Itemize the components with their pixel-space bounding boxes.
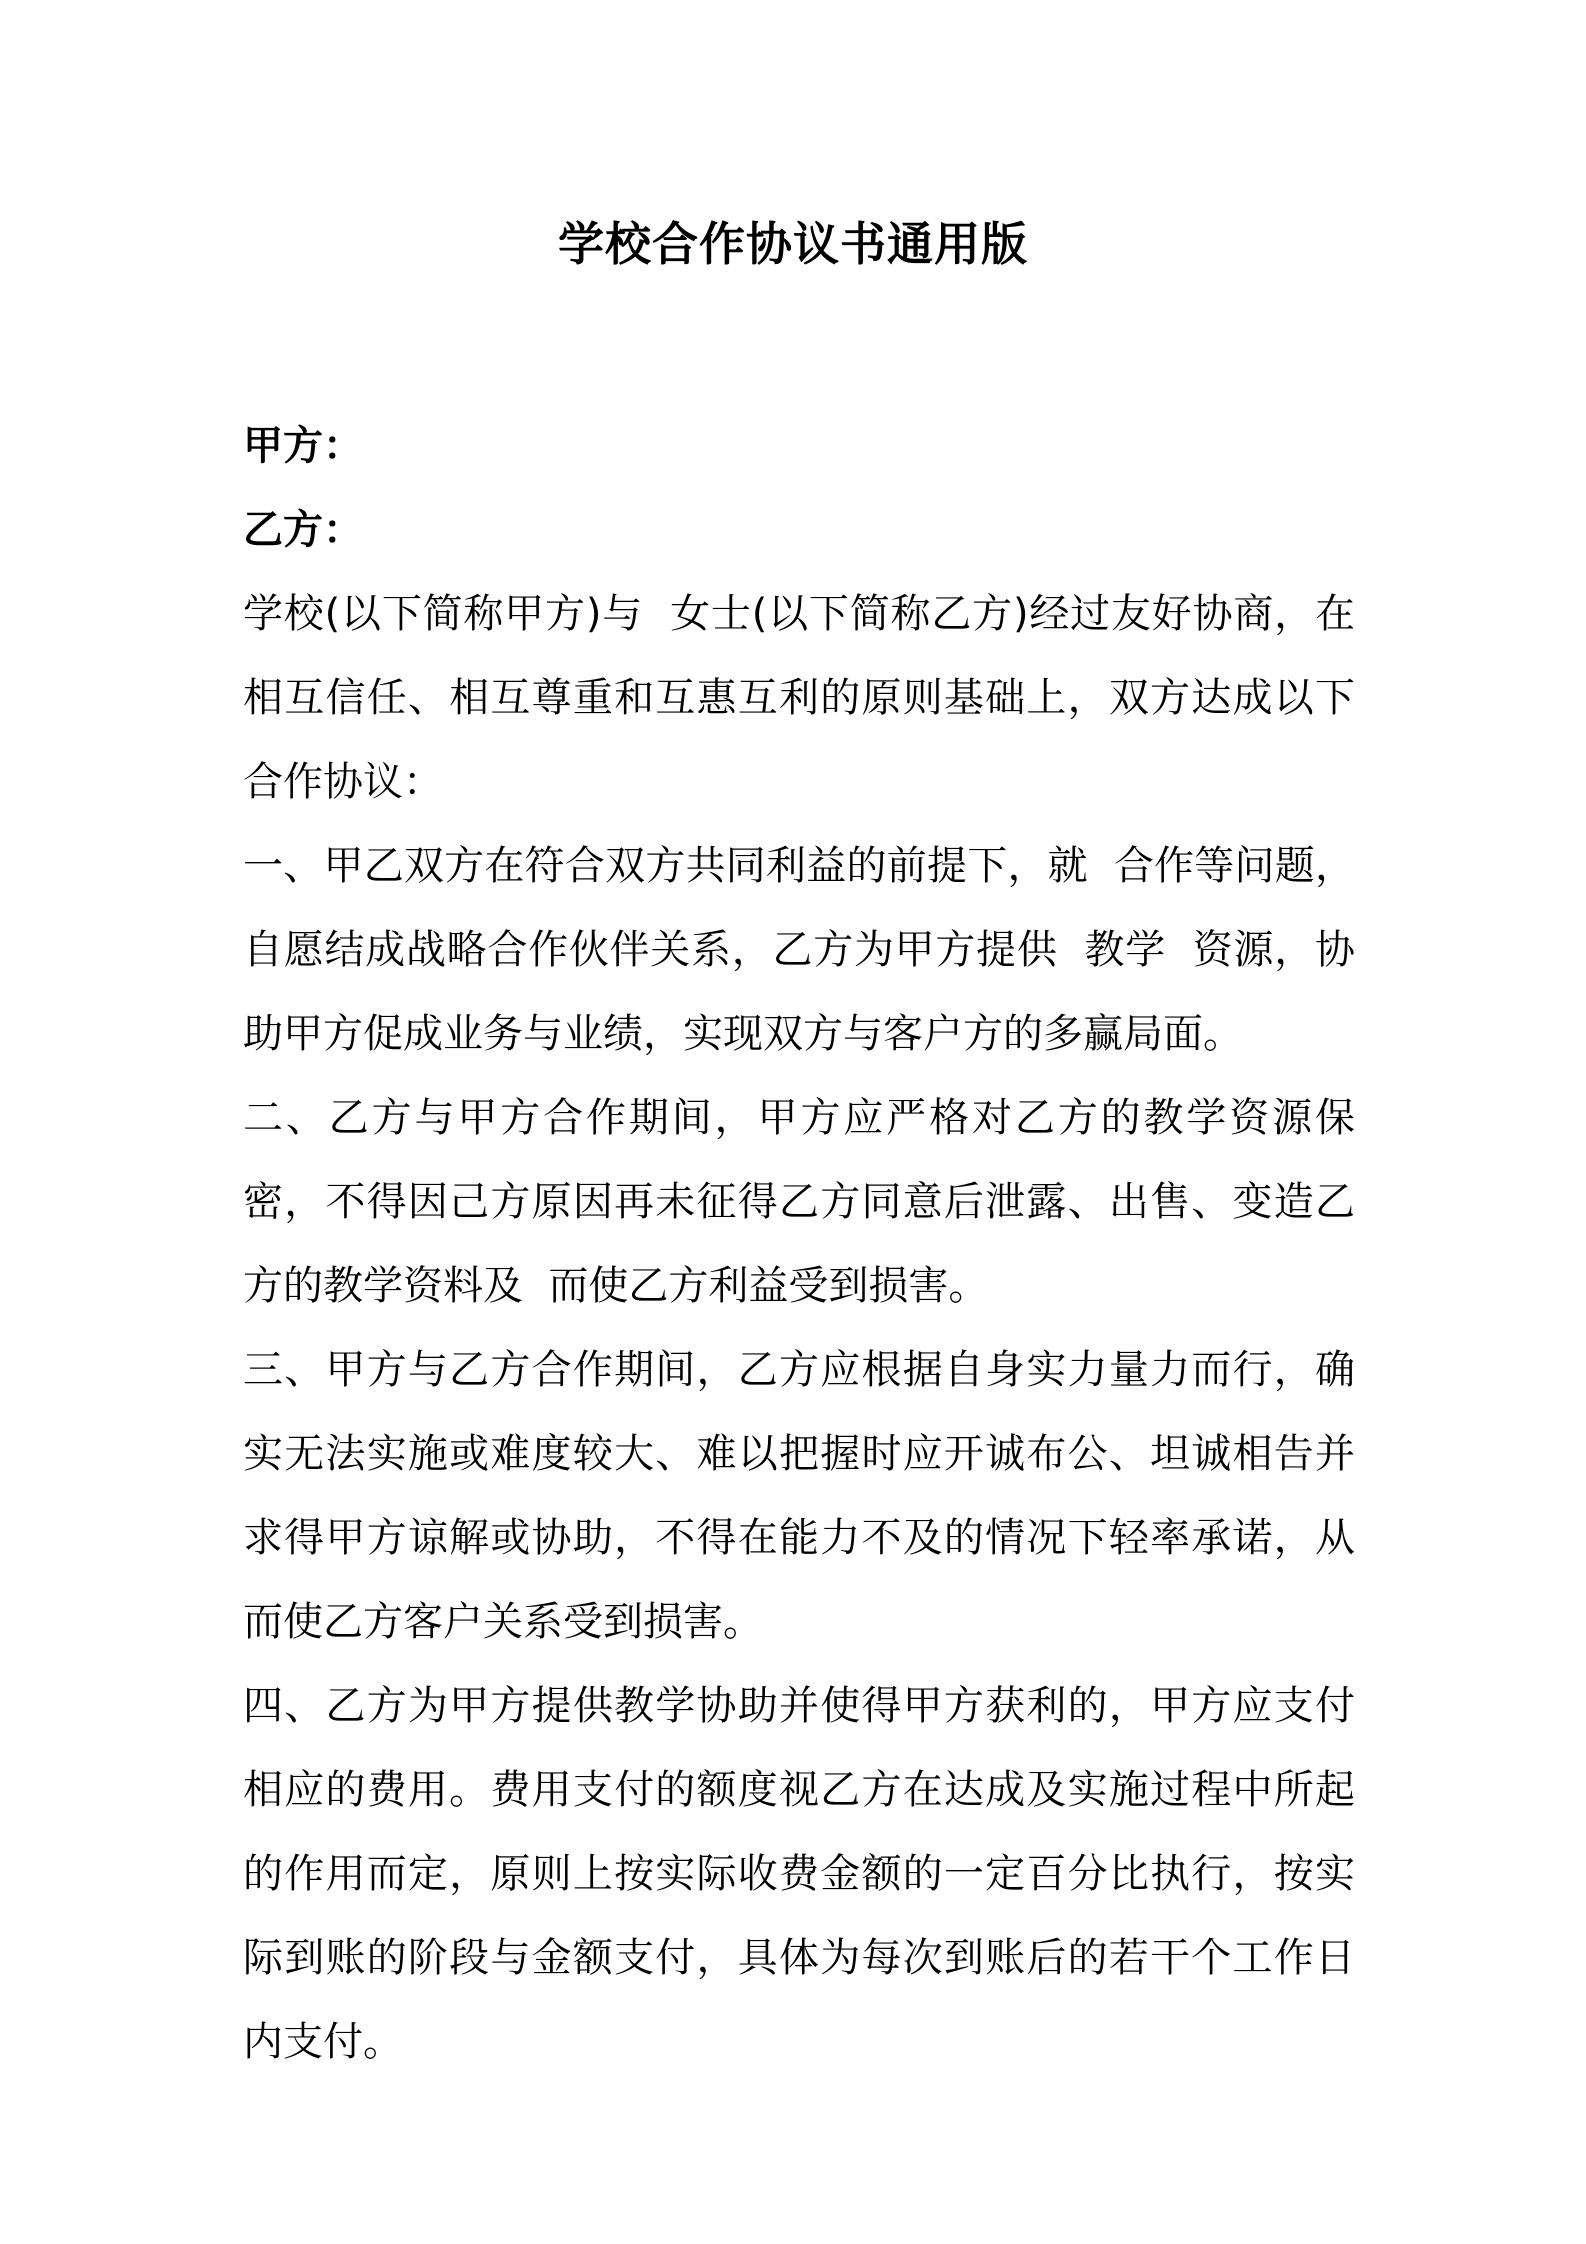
clause-4: 四、乙方为甲方提供教学协助并使得甲方获利的，甲方应支付相应的费用。费用支付的额度视乙方在达成及实施过程中所起的作用而定，原则上按实际收费金额的一定百分比执行，按实际到账的阶段与金额支付，具体为每次到账后的若干个工作日内支付。 — [243, 1683, 1355, 2065]
clause-3: 三、甲方与乙方合作期间，乙方应根据自身实力量力而行，确实无法实施或难度较大、难以把握时应开诚布公、坦诚相告并求得甲方谅解或协助，不得在能力不及的情况下轻率承诺，从而使乙方客户关系受到损害。 — [243, 1347, 1355, 1645]
clause-1: 一、甲乙双方在符合双方共同利益的前提下，就 合作等问题，自愿结成战略合作伙伴关系，乙方为甲方提供 教学 资源，协助甲方促成业务与业绩，实现双方与客户方的多赢局面。 — [243, 843, 1355, 1057]
party-a-label: 甲方： — [243, 423, 363, 469]
party-b-label: 乙方： — [243, 507, 363, 553]
document-body — [243, 404, 1355, 2084]
clause-2: 二、乙方与甲方合作期间，甲方应严格对乙方的教学资源保密，不得因己方原因再未征得乙方同意后泄露、出售、变造乙方的教学资料及 而使乙方利益受到损害。 — [243, 1095, 1355, 1309]
document-title: 学校合作协议书通用版 — [558, 217, 1028, 271]
intro-paragraph: 学校(以下简称甲方)与 女士(以下简称乙方)经过友好协商，在相互信任、相互尊重和互惠互利的原则基础上，双方达成以下合作协议： — [243, 591, 1355, 805]
